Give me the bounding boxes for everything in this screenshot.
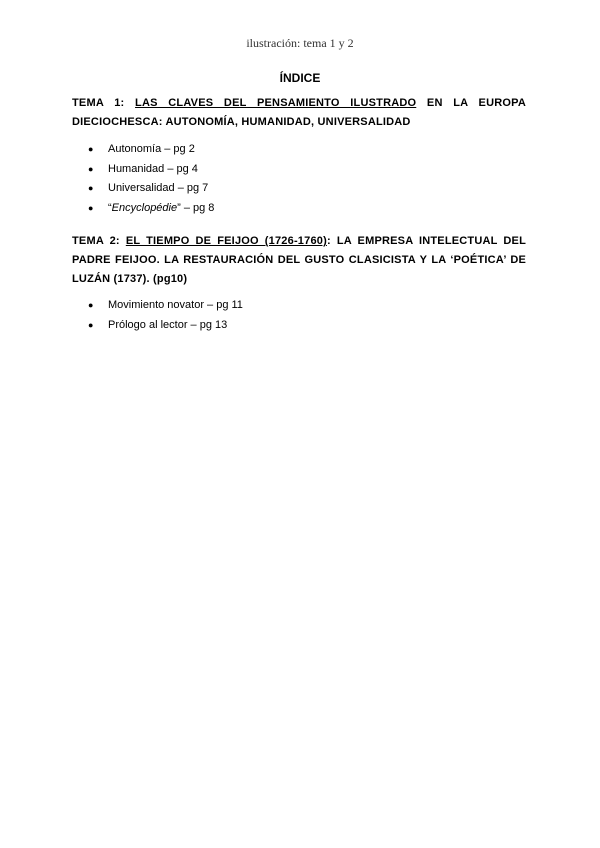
- toc-item: [72, 296, 526, 316]
- toc-item: [72, 199, 526, 219]
- heading-prefix: TEMA 1:: [72, 97, 136, 109]
- bullet-icon: ●: [88, 319, 94, 330]
- toc-item-label: Autonomía – pg 2: [108, 143, 195, 155]
- heading-underlined: EL TIEMPO DE FEIJOO (1726-1760): [125, 235, 327, 247]
- heading-underlined: LAS CLAVES DEL PENSAMIENTO ILUSTRADO: [135, 97, 417, 109]
- toc-item-label: Humanidad – pg 4: [108, 162, 198, 175]
- toc-list: [72, 296, 526, 335]
- toc-item: [72, 140, 526, 160]
- bullet-icon: ●: [88, 183, 94, 193]
- section-tema-2: [72, 232, 526, 335]
- bullet-icon: ●: [88, 202, 94, 213]
- index-title: ÍNDICE: [279, 71, 321, 85]
- toc-item: [72, 160, 526, 180]
- toc-item-label: Universalidad – pg 7: [108, 182, 209, 194]
- toc-item-label: Movimiento novator – pg 11: [108, 299, 243, 311]
- heading-rest: EN LA EUROPA DIECIOCHESCA: AUTONOMÍA, HUMANIDAD, UNIVERSALIDAD: [72, 97, 526, 128]
- page-header: ilustración: tema 1 y 2: [246, 36, 354, 50]
- heading-rest: : LA EMPRESA INTELECTUAL DEL PADRE FEIJOO. LA RESTAURACIÓN DEL GUSTO CLASICISTA Y LA ‘POÉTICA’ DE LUZÁN (1737). (pg10): [72, 235, 526, 285]
- bullet-icon: ●: [88, 144, 94, 154]
- toc-item-page: ” – pg 8: [177, 201, 215, 214]
- toc-item-italic: Encyclopédie: [111, 201, 178, 214]
- bullet-icon: ●: [88, 300, 94, 310]
- toc-item: [72, 179, 526, 199]
- section-heading: [72, 232, 526, 289]
- toc-item-open-quote: “: [108, 201, 112, 214]
- section-tema-1: [72, 94, 526, 218]
- toc-item: [72, 316, 526, 336]
- toc-list: [72, 140, 526, 218]
- section-heading: [72, 94, 526, 132]
- bullet-icon: ●: [88, 163, 94, 174]
- heading-prefix: TEMA 2:: [72, 235, 126, 247]
- toc-item-label: Prólogo al lector – pg 13: [108, 318, 228, 331]
